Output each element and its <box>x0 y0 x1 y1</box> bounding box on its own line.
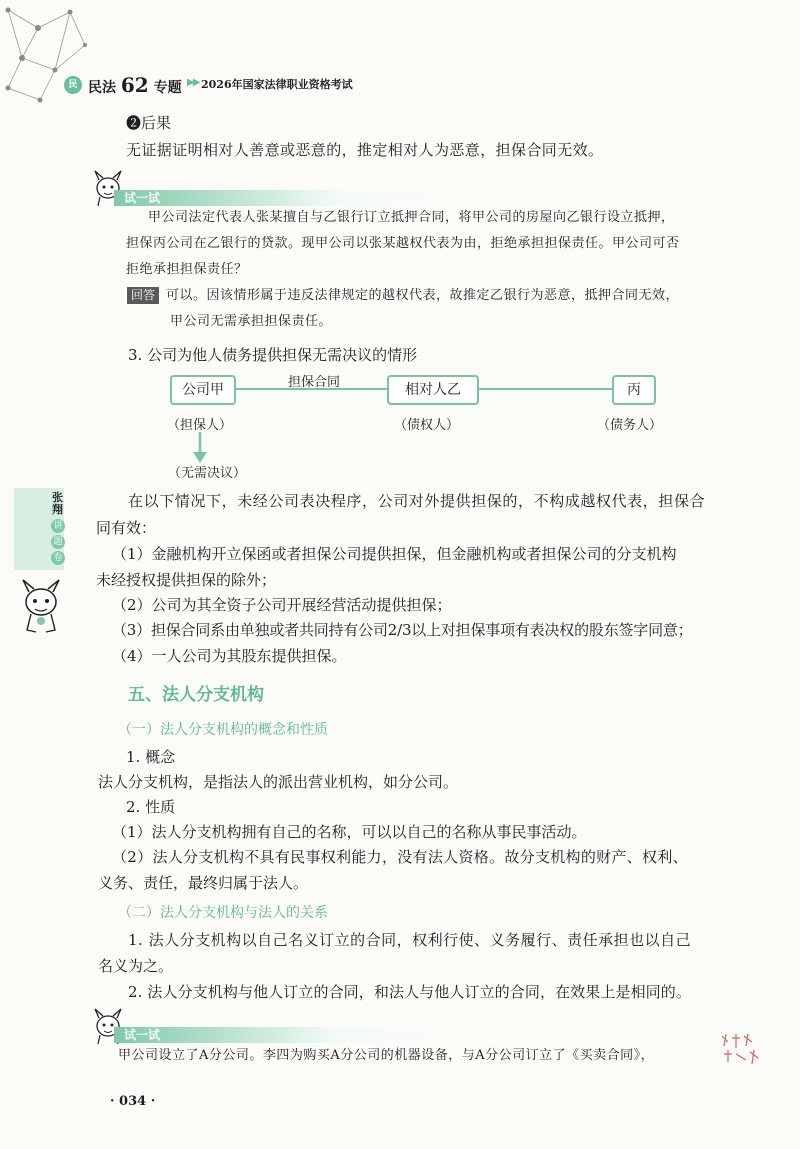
mascot-icon <box>16 578 66 636</box>
arrow-down-icon <box>192 432 208 464</box>
relation-line: 1. 法人分支机构以自己名义订立的合同，权利行使、义务履行、责任承担也以自己 <box>128 931 692 949</box>
side-tab-circle: 讲 <box>51 519 65 533</box>
answer-badge: 回答 <box>127 287 159 304</box>
subsection2-heading: （二）法人分支机构与法人的关系 <box>118 905 328 921</box>
list-item: 未经授权提供担保的除外； <box>96 571 277 589</box>
try2-text: 甲公司设立了A分公司。李四为购买A分公司的机器设备，与A分公司订立了《买卖合同》， <box>118 1048 655 1063</box>
list-item: （2）公司为其全资子公司开展经营活动提供担保； <box>112 596 452 614</box>
diagram-role-debtor: （债务人） <box>597 418 663 433</box>
diagram-box-guarantor: 公司甲 <box>170 375 236 405</box>
nature-line: （1）法人分支机构拥有自己的名称，可以以自己的名称从事民事活动。 <box>112 823 587 841</box>
relation-line: 名义为之。 <box>98 957 174 975</box>
book-title-pre: 民法 <box>88 80 116 96</box>
list-item: （3）担保合同系由单独或者共同持有公司2/3以上对担保事项有表决权的股东签字同意； <box>112 621 693 639</box>
subsection1-heading: （一）法人分支机构的概念和性质 <box>118 722 328 738</box>
list-item: （4）一人公司为其股东提供担保。 <box>112 647 347 665</box>
try-it-bar <box>114 190 434 206</box>
list-item: （1）金融机构开立保函或者担保公司提供担保，但金融机构或者担保公司的分支机构 <box>112 545 677 563</box>
try-it-label: 试一试 <box>124 1028 161 1042</box>
try-it-bar <box>114 1027 434 1043</box>
page-number: · 034 · <box>110 1094 156 1109</box>
concept-heading: 1. 概念 <box>126 748 176 766</box>
diagram-edge-label: 担保合同 <box>288 375 341 390</box>
book-logo: 民 <box>64 76 82 94</box>
consequence-text: 无证据证明相对人善意或恶意的，推定相对人为恶意，担保合同无效。 <box>126 141 604 159</box>
intro-line: 在以下情况下，未经公司表决程序，公司对外提供担保的，不构成越权代表，担保合 <box>128 492 706 510</box>
stamp-icon <box>716 1028 766 1072</box>
book-subtitle: 2026年国家法律职业资格考试 <box>201 78 353 91</box>
side-tab-text: 张翔 <box>52 491 63 516</box>
try1-question-line: 甲公司法定代表人张某擅自与乙银行订立抵押合同，将甲公司的房屋向乙银行设立抵押， <box>148 210 675 225</box>
relation-line: 2. 法人分支机构与他人订立的合同，和法人与他人订立的合同，在效果上是相同的。 <box>128 983 691 1001</box>
try1-question-line: 拒绝承担担保责任？ <box>126 262 248 277</box>
try-it-label: 试一试 <box>124 191 161 205</box>
diagram-arrow-note: （无需决议） <box>168 466 247 481</box>
book-title-num: 62 <box>120 73 149 97</box>
try1-question-line: 担保丙公司在乙银行的贷款。现甲公司以张某越权代表为由，拒绝承担担保责任。甲公司可否 <box>126 236 680 251</box>
diagram-box-debtor: 丙 <box>612 375 656 405</box>
section5-heading: 五、法人分支机构 <box>128 685 264 705</box>
side-tab-circle: 题 <box>51 535 65 549</box>
double-arrow-icon: ▶▶ <box>187 77 199 88</box>
concept-text: 法人分支机构，是指法人的派出营业机构，如分公司。 <box>98 773 459 791</box>
diagram-role-guarantor: （担保人） <box>167 418 233 433</box>
diagram-edge <box>474 388 614 390</box>
nature-line: （2）法人分支机构不具有民事权利能力，没有法人资格。故分支机构的财产、权利、 <box>112 848 688 866</box>
section3-heading: 3. 公司为他人债务提供担保无需决议的情形 <box>128 346 418 364</box>
diagram-box-creditor: 相对人乙 <box>387 375 479 405</box>
nature-line: 义务、责任，最终归属于法人。 <box>98 874 309 892</box>
book-title <box>88 73 182 97</box>
book-title-post: 专题 <box>153 80 182 96</box>
diagram-role-creditor: （债权人） <box>394 418 460 433</box>
nature-heading: 2. 性质 <box>126 798 176 816</box>
try1-answer-line: 甲公司无需承担担保责任。 <box>170 314 333 329</box>
consequence-heading: ❷后果 <box>126 114 172 132</box>
intro-line: 同有效： <box>96 519 157 537</box>
network-decoration-icon <box>0 0 90 110</box>
side-tab-circle: 卷 <box>51 551 65 565</box>
try1-answer-line: 可以。因该情形属于违反法律规定的越权代表，故推定乙银行为恶意，抵押合同无效， <box>166 288 680 303</box>
